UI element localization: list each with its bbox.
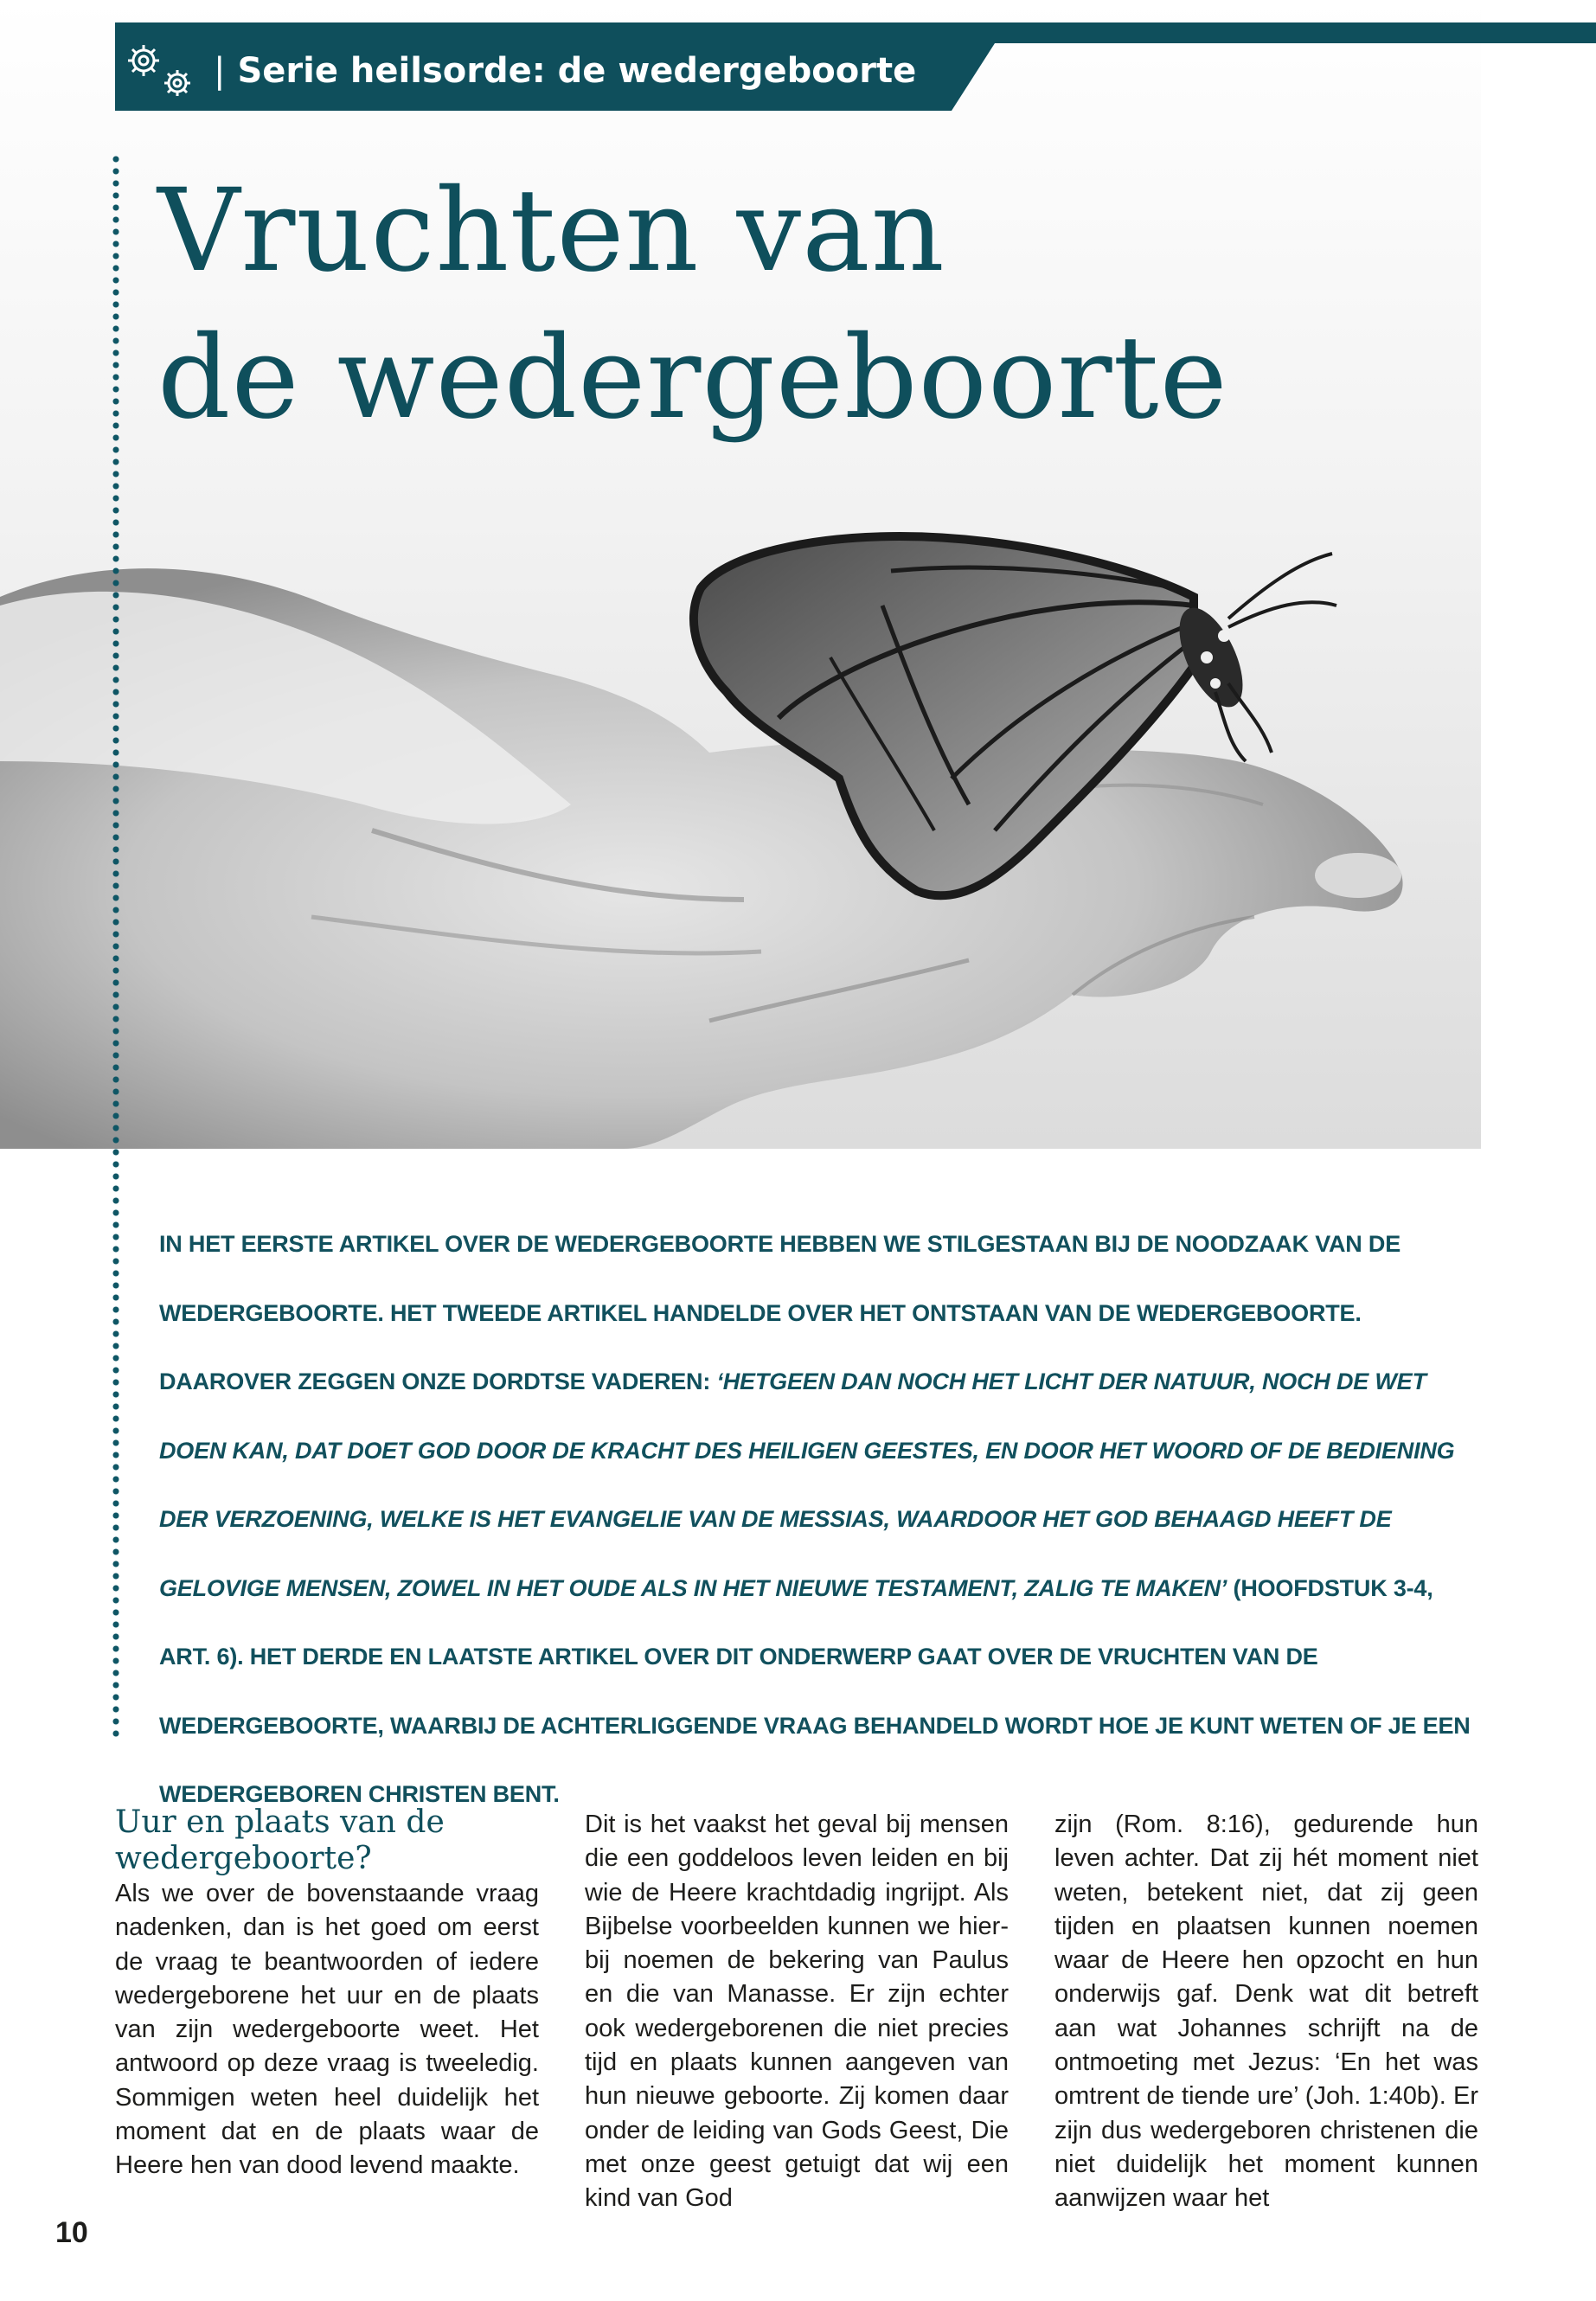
- intro-text-part-1: IN HET EERSTE ARTIKEL OVER DE WEDERGEBOORTE HEBBEN WE STILGESTAAN BIJ DE NOODZAAK VAN DE WEDERGEBOORTE. HET TWEEDE ARTIKEL HANDELDE OVER HET ONTSTAAN VAN DE WEDERGEBOORTE. DAAROVER ZEGGEN ONZE DORDTSE VADEREN:: [159, 1231, 1401, 1394]
- column-3-text: zijn (Rom. 8:16), gedurende hun leven achter. Dat zij hét moment niet weten, betekent niet, dat zij geen tijden en plaatsen kunnen noemen waar de Heere hen opzocht en hun onderwijs gaf. Denk wat dit betreft aan wat Johannes schrijft na de ontmoeting met Jezus: ‘En het was omtrent de tiende ure’ (Joh. 1:40b). Er zijn dus wedergeboren christenen die niet duidelijk het moment kunnen aanwijzen waar het: [1054, 1811, 1478, 2213]
- title-line-1: Vruchten van: [157, 164, 945, 298]
- dotted-rule: [112, 156, 119, 1739]
- body-column-1: [115, 1877, 539, 2183]
- page-number: 10: [55, 2216, 88, 2249]
- series-label-text: Serie heilsorde: de wedergeboorte: [237, 51, 917, 91]
- column-1-text: Als we over de bovenstaande vraag nadenken, dan is het goed om eerst de vraag te beantwoorden of iedere wedergeborene het uur en de plaats van zijn wedergeboorte weet. Het antwoord op deze vraag is tweeledig. Sommigen weten heel duidelijk het moment dat en de plaats waar de Heere hen van dood levend maakte.: [115, 1880, 539, 2180]
- body-column-3: [1054, 1808, 1478, 2216]
- banner-divider: |: [214, 51, 226, 91]
- column-2-text: Dit is het vaakst het geval bij mensen die een goddeloos leven leiden en bij wie de Heere krachtdadig ingrijpt. Als Bijbelse voorbeelden kunnen we hierbij noemen de bekering van Paulus en die van Manasse. Er zijn echter ook wedergeborenen die niet precies tijd en plaats kunnen aangeven van hun nieuwe geboorte. Zij komen daar onder de leiding van Gods Geest, Die met onze geest getuigt dat wij een kind van God: [585, 1811, 1009, 2213]
- intro-paragraph: [159, 1210, 1478, 1830]
- series-label: [214, 43, 916, 99]
- title-line-2: de wedergeboorte: [157, 311, 1228, 445]
- intro-text-part-2: (HOOFDSTUK 3-4, ART. 6). HET DERDE EN LAATSTE ARTIKEL OVER DIT ONDERWERP GAAT OVER DE VRUCHTEN VAN DE WEDERGEBOORTE, WAARBIJ DE ACHTERLIGGENDE VRAAG BEHANDELD WORDT HOE JE KUNT WETEN OF JE EEN WEDERGEBOREN CHRISTEN BENT.: [159, 1574, 1471, 1807]
- body-column-2: [585, 1808, 1009, 2216]
- section-subheading: Uur en plaats van de wedergeboorte?: [115, 1804, 445, 1876]
- intro-quote: ‘HETGEEN DAN NOCH HET LICHT DER NATUUR, NOCH DE WET DOEN KAN, DAT DOET GOD DOOR DE KRACHT DES HEILIGEN GEESTES, EN DOOR HET WOORD OF DE BEDIENING DER VERZOENING, WELKE IS HET EVANGELIE VAN DE MESSIAS, WAARDOOR HET GOD BEHAAGD HEEFT DE GELOVIGE MENSEN, ZOWEL IN HET OUDE ALS IN HET NIEUWE TESTAMENT, ZALIG TE MAKEN’: [159, 1368, 1455, 1601]
- article-title: [157, 157, 1282, 452]
